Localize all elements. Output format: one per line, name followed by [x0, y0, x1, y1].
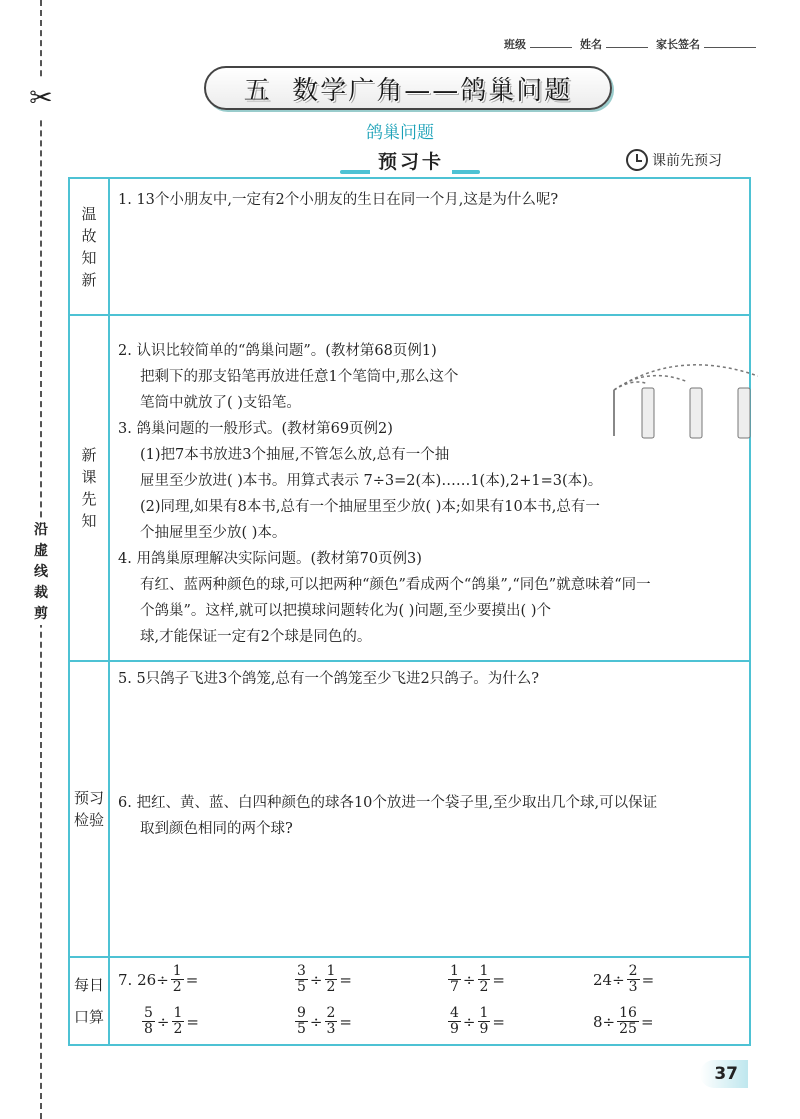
denominator: 5: [297, 979, 306, 995]
class-field[interactable]: [530, 36, 572, 48]
fraction: [325, 964, 338, 995]
new-lesson-row: [70, 316, 749, 662]
denominator: 7: [450, 979, 459, 995]
question-3-title: 3. 鸽巢问题的一般形式。(教材第69页例2): [118, 421, 393, 437]
equals: =: [339, 970, 352, 989]
question-2-line: 把剩下的那支铅笔再放进任意1个笔筒中,那么这个: [140, 369, 459, 385]
fraction: [325, 1006, 338, 1037]
class-label: 班级: [504, 38, 526, 51]
numerator: 5: [144, 1005, 153, 1021]
label-text: [70, 787, 108, 831]
preview-check-label: [70, 662, 110, 956]
cut-char: 裁: [34, 585, 48, 601]
equals: =: [492, 1012, 505, 1031]
fraction: [617, 1006, 639, 1037]
numerator: 1: [479, 963, 489, 979]
operator: ÷: [612, 970, 625, 989]
fraction: [172, 1006, 185, 1037]
preview-check-content: [118, 662, 743, 956]
question-2-line: 笔筒中就放了( )支铅笔。: [140, 395, 301, 411]
operator: ÷: [462, 1012, 476, 1031]
numerator: 4: [450, 1005, 459, 1021]
fraction: [448, 964, 461, 995]
label-char: 知: [81, 512, 97, 530]
denominator: 2: [326, 979, 336, 995]
equals: =: [186, 1012, 199, 1031]
chapter-title-banner: [204, 66, 612, 110]
label-char: 温: [81, 204, 97, 223]
operator: ÷: [462, 970, 476, 989]
operator: ÷: [309, 1012, 323, 1031]
scissors-icon: ✂: [26, 78, 56, 118]
section-subtitle: 鸽巢问题: [366, 123, 434, 143]
fraction: [478, 964, 491, 995]
numerator: 1: [172, 963, 182, 979]
numerator: 1: [450, 963, 459, 979]
student-info: [500, 36, 760, 52]
numerator: 1: [479, 1005, 489, 1021]
label-char: 知: [81, 248, 97, 267]
label-char: 习: [89, 789, 105, 807]
new-lesson-content: [118, 316, 743, 660]
fraction: [448, 1006, 461, 1037]
cut-char: 虚: [34, 543, 48, 559]
cut-char: 线: [34, 564, 48, 580]
calc-item: [593, 964, 654, 995]
question-3-line: (2)同理,如果有8本书,总有一个抽屉里至少放( )本;如果有10本书,总有一: [140, 499, 600, 515]
denominator: 9: [450, 1021, 459, 1037]
numerator: 2: [326, 1005, 336, 1021]
denominator: 3: [628, 979, 638, 995]
preview-tag-label: 课前先预习: [652, 153, 722, 169]
operator: ÷: [156, 1012, 170, 1031]
fraction: [295, 964, 308, 995]
preview-tag: [626, 149, 722, 171]
review-row: [70, 179, 749, 316]
numerator: 1: [173, 1005, 183, 1021]
fraction: [295, 1006, 308, 1037]
fraction: [627, 964, 640, 995]
denominator: 2: [479, 979, 489, 995]
daily-calc-label: [70, 958, 110, 1044]
page-number: 37: [700, 1060, 748, 1088]
label-char: 先: [81, 490, 97, 508]
name-label: 姓名: [580, 38, 602, 51]
arrow-arc: [614, 365, 758, 390]
question-3-line: 个抽屉里至少放( )本。: [140, 525, 287, 541]
label-line: 每日: [73, 976, 104, 994]
denominator: 5: [297, 1021, 306, 1037]
daily-calc-content: [118, 958, 743, 1044]
question-6-line: 6. 把红、黄、蓝、白四种颜色的球各10个放进一个袋子里,至少取出几个球,可以保证: [118, 795, 658, 811]
denominator: 9: [479, 1021, 489, 1037]
calc-item: [593, 1006, 654, 1037]
calc-item: [140, 1006, 199, 1037]
numerator: 16: [619, 1005, 637, 1021]
equals: =: [492, 970, 505, 989]
alarm-clock-icon: [626, 149, 648, 171]
question-6-line: 取到颜色相同的两个球?: [140, 821, 293, 837]
calc-item: [118, 964, 198, 995]
denominator: 2: [172, 979, 182, 995]
card-title: 预习卡: [370, 149, 452, 175]
operand: 24: [593, 970, 613, 989]
label-char: 验: [89, 811, 105, 829]
cut-char: 剪: [34, 606, 48, 622]
fraction: [142, 1006, 155, 1037]
operator: ÷: [309, 970, 323, 989]
question-3-line: 屉里至少放进( )本书。用算式表示 7÷3=2(本)……1(本),2+1=3(本)。: [140, 473, 603, 489]
preview-check-row: [70, 662, 749, 958]
equals: =: [640, 1012, 654, 1031]
equals: =: [641, 970, 655, 989]
label-text: [80, 203, 98, 291]
question-4-line: 球,才能保证一定有2个球是同色的。: [140, 629, 372, 645]
name-field[interactable]: [606, 36, 648, 48]
fraction: [478, 1006, 491, 1037]
label-char: 新: [81, 270, 97, 289]
numerator: 2: [628, 963, 638, 979]
question-1: 1. 13个小朋友中,一定有2个小朋友的生日在同一个月,这是为什么呢?: [118, 192, 559, 208]
denominator: 3: [326, 1021, 336, 1037]
calc-item: [446, 1006, 505, 1037]
question-4-line: 有红、蓝两种颜色的球,可以把两种“颜色”看成两个“鸽巢”,“同色”就意味着“同一: [140, 577, 651, 593]
equals: =: [185, 970, 199, 989]
numerator: 9: [297, 1005, 306, 1021]
review-label: [70, 179, 110, 314]
question-3-line: (1)把7本书放进3个抽屉,不管怎么放,总有一个抽: [140, 447, 450, 463]
operand: 8: [593, 1012, 603, 1031]
question-7-label: 7.: [118, 970, 133, 989]
denominator: 2: [173, 1021, 183, 1037]
chapter-title: 五 数学广角——鸽巢问题: [243, 75, 573, 106]
question-5: 5. 5只鸽子飞进3个鸽笼,总有一个鸽笼至少飞进2只鸽子。为什么?: [118, 671, 540, 687]
operator: ÷: [602, 1012, 616, 1031]
calc-item: [446, 964, 505, 995]
cut-instruction: [29, 520, 53, 625]
label-text: [70, 974, 108, 1028]
review-content: [118, 179, 743, 314]
label-line: 口算: [73, 1008, 104, 1026]
calc-item: [293, 964, 352, 995]
parent-signature-field[interactable]: [704, 36, 756, 48]
label-text: [80, 444, 98, 532]
equals: =: [339, 1012, 352, 1031]
label-char: 预: [73, 789, 89, 807]
cut-char: 沿: [34, 522, 48, 538]
parent-signature-label: 家长签名: [656, 38, 700, 51]
label-char: 新: [81, 446, 97, 464]
label-char: 检: [73, 811, 89, 829]
numerator: 1: [326, 963, 336, 979]
fraction: [171, 964, 184, 995]
worksheet-table: [68, 177, 751, 1046]
question-2-title: 2. 认识比较简单的“鸽巢问题”。(教材第68页例1): [118, 343, 437, 359]
denominator: 8: [144, 1021, 153, 1037]
new-lesson-label: [70, 316, 110, 660]
operator: ÷: [156, 970, 169, 989]
numerator: 3: [297, 963, 306, 979]
label-char: 课: [81, 468, 97, 486]
calc-item: [293, 1006, 352, 1037]
question-4-title: 4. 用鸽巢原理解决实际问题。(教材第70页例3): [118, 551, 422, 567]
daily-calc-row: [70, 958, 749, 1044]
label-char: 故: [81, 226, 97, 245]
question-4-line: 个鸽巢”。这样,就可以把摸球问题转化为( )问题,至少要摸出( )个: [140, 603, 551, 619]
operand: 26: [137, 970, 157, 989]
denominator: 25: [619, 1021, 637, 1037]
